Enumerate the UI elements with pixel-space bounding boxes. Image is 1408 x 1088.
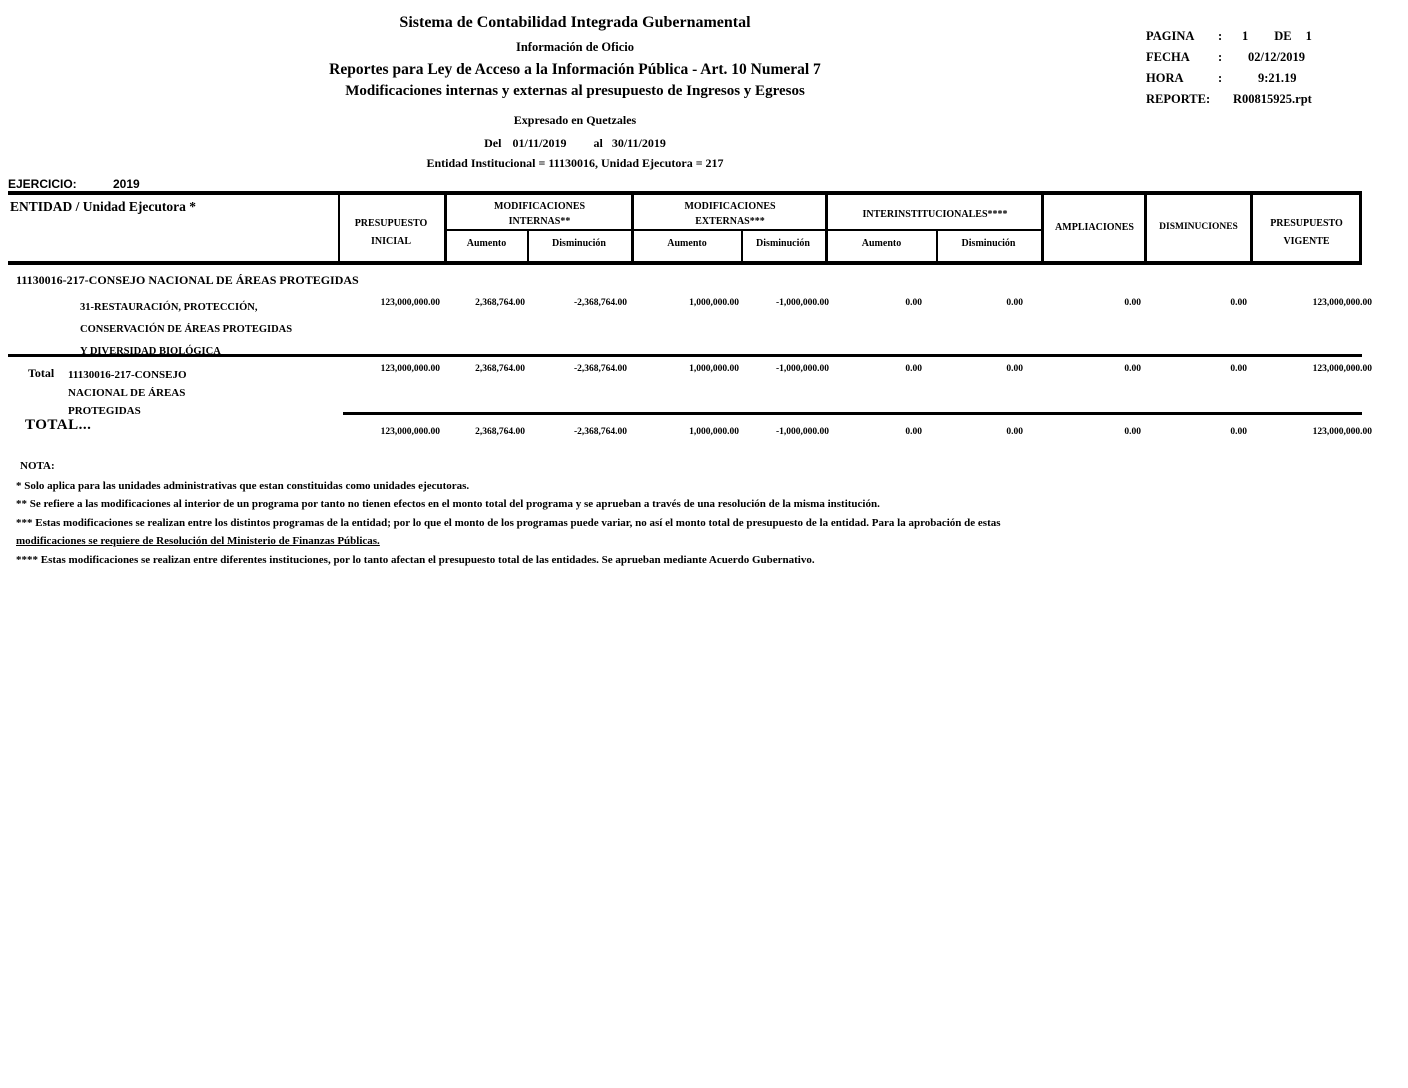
program-interinst-disminucion: 0.00	[1006, 298, 1023, 308]
program-interinst-aumento: 0.00	[905, 298, 922, 308]
grand-externas-aumento: 1,000,000.00	[689, 427, 739, 437]
total-ampliaciones: 0.00	[1124, 364, 1141, 374]
mod-internas-line1: MODIFICACIONES	[493, 201, 586, 212]
program-ampliaciones: 0.00	[1124, 298, 1141, 308]
col-header-ampliaciones: AMPLIACIONES	[1055, 222, 1134, 233]
table-header-bottom-border	[8, 261, 1362, 265]
pagina-colon: :	[1218, 29, 1223, 43]
total-externas-aumento: 1,000,000.00	[689, 364, 739, 374]
date-to-value: 30/11/2019	[611, 136, 666, 150]
report-entity-filter: Entidad Institucional = 11130016, Unidad Ejecutora = 217	[426, 156, 724, 170]
reporte-label: REPORTE:	[1146, 92, 1211, 106]
meta-hora-row	[1146, 71, 1297, 86]
grand-externas-disminucion: -1,000,000.00	[775, 427, 829, 437]
internas-group-underline	[446, 229, 633, 231]
grand-presupuesto-vigente: 123,000,000.00	[1312, 427, 1372, 437]
notes-heading: NOTA:	[20, 460, 55, 472]
program-internas-disminucion: -2,368,764.00	[573, 298, 627, 308]
report-title-system: Sistema de Contabilidad Integrada Gubernamental	[399, 14, 751, 31]
hora-value: 9:21.19	[1258, 71, 1297, 85]
program-externas-disminucion: -1,000,000.00	[775, 298, 829, 308]
meta-pagina-row	[1146, 29, 1312, 44]
program-disminuciones: 0.00	[1230, 298, 1247, 308]
presupuesto-inicial-line1: PRESUPUESTO	[354, 218, 428, 229]
report-title-ley: Reportes para Ley de Acceso a la Información Pública - Art. 10 Numeral 7	[329, 61, 821, 78]
fecha-colon: :	[1218, 50, 1223, 64]
program-presupuesto-inicial: 123,000,000.00	[380, 298, 440, 308]
col-sep-presupuesto	[444, 195, 447, 261]
interinstitucionales-group-underline	[827, 229, 1043, 231]
table-right-border	[1359, 195, 1362, 261]
total-interinst-aumento: 0.00	[905, 364, 922, 374]
meta-fecha-row	[1146, 50, 1305, 65]
grand-interinst-disminucion: 0.00	[1006, 427, 1023, 437]
total-row-label: Total	[28, 366, 55, 380]
subcol-internas-aumento: Aumento	[466, 238, 507, 249]
total-row-entity-name: 11130016-217-CONSEJO NACIONAL DE ÁREAS PROTEGIDAS	[68, 369, 187, 417]
subcol-externas-disminucion: Disminución	[756, 238, 810, 249]
subcol-interinst-disminucion: Disminución	[961, 238, 1016, 249]
reporte-value: R00815925.rpt	[1233, 92, 1312, 106]
table-grandtotal-top-border	[343, 412, 1362, 415]
note-asterisk1: * Solo aplica para las unidades administrativas que estan constituidas como unidades ejecutoras.	[16, 480, 470, 492]
total-internas-disminucion: -2,368,764.00	[573, 364, 627, 374]
program-presupuesto-vigente: 123,000,000.00	[1312, 298, 1372, 308]
total-disminuciones: 0.00	[1230, 364, 1247, 374]
total-presupuesto-vigente: 123,000,000.00	[1312, 364, 1372, 374]
col-header-disminuciones: DISMINUCIONES	[1159, 222, 1238, 232]
presupuesto-vigente-line2: VIGENTE	[1283, 236, 1330, 247]
note-asterisk3-line1: *** Estas modificaciones se realizan entre los distintos programas de la entidad; por lo que el monto de los programas puede variar, no así el monto total de presupuesto de la entidad. Para la aprobación de estas	[16, 517, 1001, 529]
hora-label: HORA	[1146, 71, 1184, 85]
col-header-presupuesto-inicial	[340, 215, 442, 251]
grand-ampliaciones: 0.00	[1124, 427, 1141, 437]
date-from-value: 01/11/2019	[512, 136, 567, 150]
entity-group-row: 11130016-217-CONSEJO NACIONAL DE ÁREAS PROTEGIDAS	[16, 273, 359, 287]
subcol-externas-aumento: Aumento	[667, 238, 707, 249]
subcol-interinst-aumento: Aumento	[861, 238, 902, 249]
grand-internas-aumento: 2,368,764.00	[475, 427, 525, 437]
program-externas-aumento: 1,000,000.00	[689, 298, 739, 308]
pagina-de-label: DE	[1274, 29, 1292, 43]
grand-disminuciones: 0.00	[1230, 427, 1247, 437]
ejercicio-value: 2019	[113, 177, 140, 191]
col-header-presupuesto-vigente	[1254, 215, 1359, 251]
subcol-internas-disminucion: Disminución	[552, 238, 606, 249]
grand-presupuesto-inicial: 123,000,000.00	[380, 427, 440, 437]
total-presupuesto-inicial: 123,000,000.00	[380, 364, 440, 374]
note-asterisk3-line2: modificaciones se requiere de Resolución del Ministerio de Finanzas Públicas.	[16, 535, 380, 547]
mod-externas-line1: MODIFICACIONES	[684, 201, 776, 212]
total-internas-aumento: 2,368,764.00	[475, 364, 525, 374]
col-header-entidad: ENTIDAD / Unidad Ejecutora *	[10, 199, 197, 214]
report-currency-note: Expresado en Quetzales	[513, 113, 637, 127]
presupuesto-vigente-line1: PRESUPUESTO	[1270, 218, 1343, 229]
presupuesto-inicial-line2: INICIAL	[370, 236, 411, 247]
total-externas-disminucion: -1,000,000.00	[775, 364, 829, 374]
pagina-value: 1	[1242, 29, 1249, 43]
col-sep-interinstitucionales	[1041, 195, 1044, 261]
table-top-border	[8, 191, 1362, 195]
mod-externas-line2: EXTERNAS***	[695, 216, 765, 227]
note-asterisk2: ** Se refiere a las modificaciones al interior de un programa por tanto no tienen efectos en el monto total del programa y se aprueban a través de una resolución de la misma institución.	[16, 498, 880, 510]
grand-interinst-aumento: 0.00	[905, 427, 922, 437]
col-header-mod-externas	[635, 199, 825, 229]
col-sep-disminuciones	[1250, 195, 1253, 261]
grand-total-label: TOTAL...	[25, 417, 92, 433]
total-interinst-disminucion: 0.00	[1006, 364, 1023, 374]
date-range-al-label: al	[593, 136, 603, 150]
report-title-modificaciones: Modificaciones internas y externas al presupuesto de Ingresos y Egresos	[345, 83, 805, 99]
report-title-oficio: Información de Oficio	[515, 40, 635, 54]
col-header-interinstitucionales: INTERINSTITUCIONALES****	[862, 209, 1008, 220]
mod-internas-line2: INTERNAS**	[508, 216, 571, 227]
col-sep-externas	[825, 195, 828, 261]
pagina-label: PAGINA	[1146, 29, 1195, 43]
meta-reporte-row	[1146, 92, 1312, 107]
note-asterisk4: **** Estas modificaciones se realizan entre diferentes instituciones, por lo tanto afectan el presupuesto total de las entidades. Se aprueban mediante Acuerdo Gubernativo.	[16, 554, 815, 566]
fecha-value: 02/12/2019	[1248, 50, 1305, 64]
col-header-mod-internas	[448, 199, 631, 229]
program-name: 31-RESTAURACIÓN, PROTECCIÓN, CONSERVACIÓN DE ÁREAS PROTEGIDAS Y DIVERSIDAD BIOLÓGICA	[80, 302, 293, 357]
program-internas-aumento: 2,368,764.00	[475, 298, 525, 308]
col-sep-internas	[631, 195, 634, 261]
pagina-de-value: 1	[1305, 29, 1312, 43]
ejercicio-label: EJERCICIO:	[8, 177, 77, 191]
hora-colon: :	[1218, 71, 1223, 85]
date-range-del-label: Del	[484, 136, 502, 150]
fecha-label: FECHA	[1146, 50, 1190, 64]
externas-group-underline	[633, 229, 827, 231]
report-date-range	[0, 136, 1150, 151]
grand-internas-disminucion: -2,368,764.00	[573, 427, 627, 437]
